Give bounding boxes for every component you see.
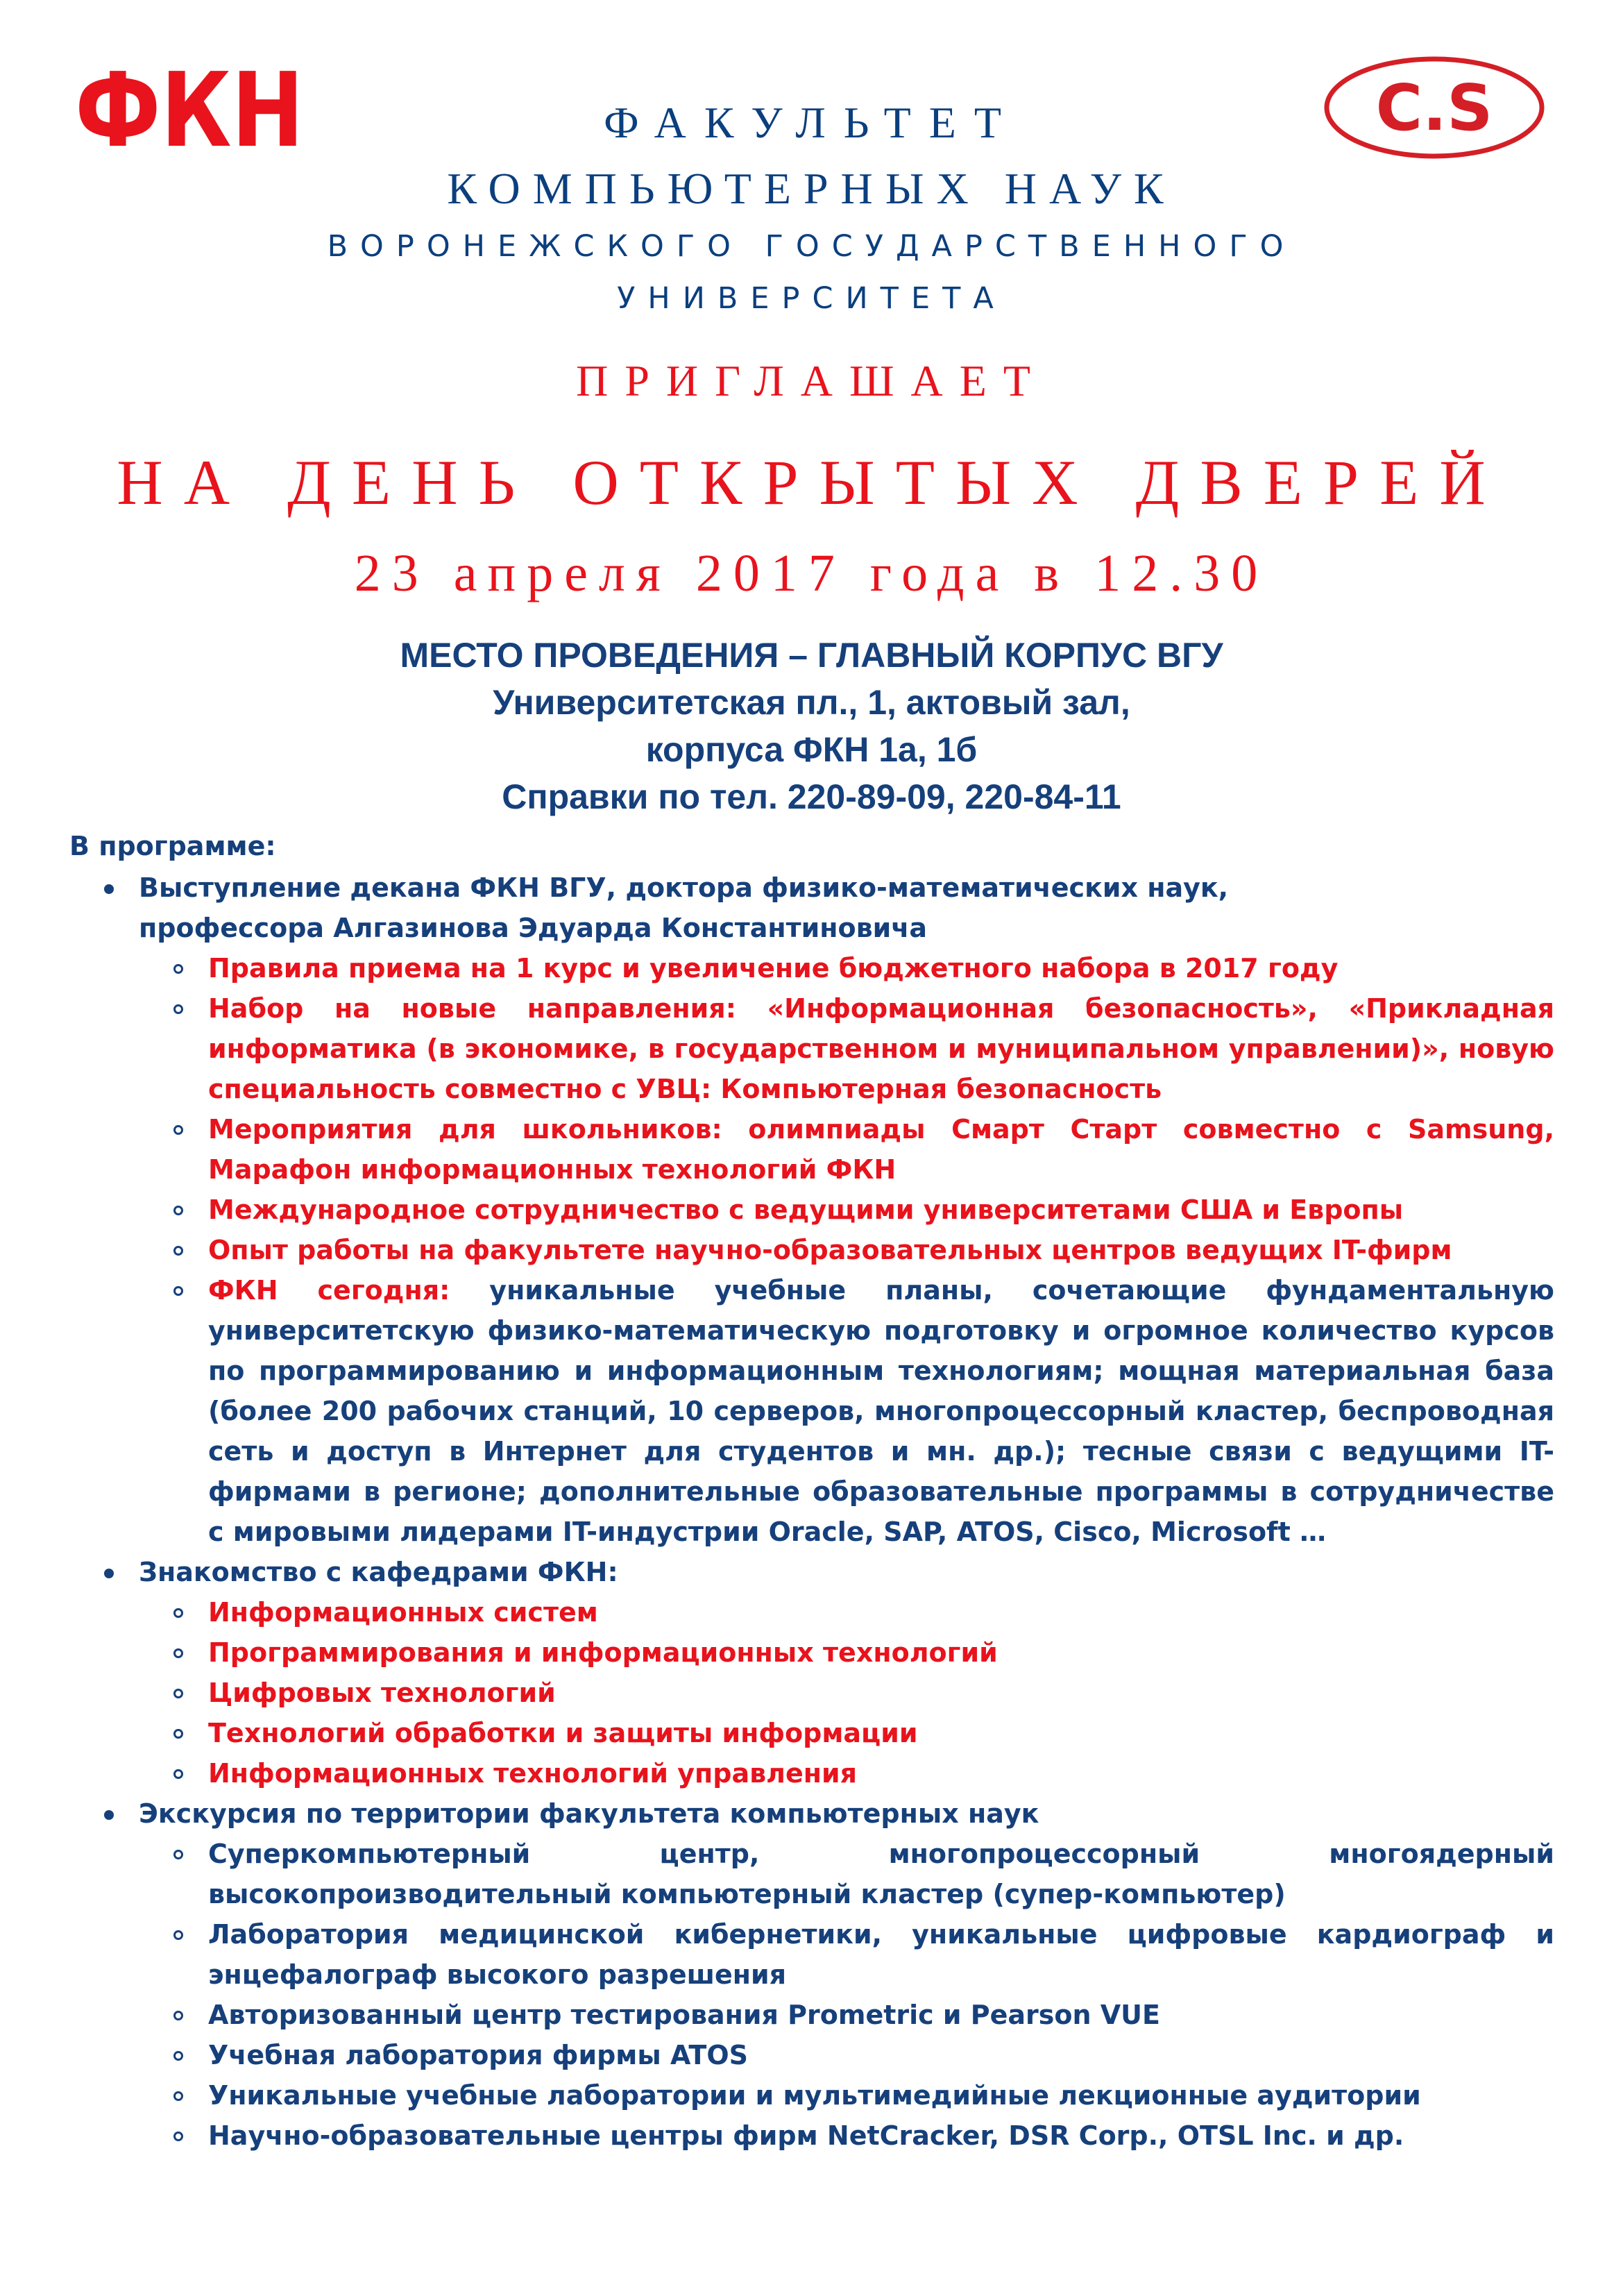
sub-item-highlight: Набор на новые направления: «Информационная безопасность», «Прикладная информатика (в экономике, в государственном и муниципальном управлении)», новую специальность совместно с УВЦ: Компьютерная безопасность [208,993,1554,1104]
program-item-text: Экскурсия по территории факультета компьютерных наук [139,1798,1039,1829]
program-item-text: Знакомство с кафедрами ФКН: [139,1557,618,1587]
sub-item-highlight: Правила приема на 1 курс и увеличение бюджетного набора в 2017 году [208,953,1339,984]
circle-bullet-icon [173,1729,183,1739]
venue-title: МЕСТО ПРОВЕДЕНИЯ – ГЛАВНЫЙ КОРПУС ВГУ [400,636,1223,675]
sub-item [69,1713,1554,1753]
circle-bullet-icon [173,1206,183,1215]
circle-bullet-icon [173,2132,183,2141]
university-heading: УНИВЕРСИТЕТА [617,281,1006,316]
sub-item [69,1834,1554,1914]
sub-item [69,1230,1554,1270]
cs-logo-text: C.S [1375,71,1493,145]
sub-item [69,1592,1554,1632]
sub-item [69,948,1554,988]
circle-bullet-icon [173,1850,183,1859]
program-item-continuation: профессора Алгазинова Эдуарда Константиновича [139,913,928,943]
sub-item [69,1190,1554,1230]
circle-bullet-icon [173,1246,183,1256]
program-section [69,826,1554,2156]
program-item-text: Выступление декана ФКН ВГУ, доктора физико-математических наук, [139,872,1229,903]
sub-item [69,1673,1554,1713]
circle-bullet-icon [173,1286,183,1296]
sub-item [69,2075,1554,2116]
program-item [69,1552,1554,1592]
sub-item-highlight: Опыт работы на факультете научно-образовательных центров ведущих IT-фирм [208,1235,1452,1265]
sub-item [69,2116,1554,2156]
sub-item-highlight: Программирования и информационных технологий [208,1637,998,1668]
sub-item-text: уникальные учебные планы, сочетающие фундаментальную университетскую физико-математическую подготовку и огромное количество курсов по программированию и информационным технологиям; мощная материальная база (более 200 рабочих станций, 10 серверов, многопроцессорный кластер, беспроводная сеть и доступ в Интернет для студентов и мн. др.); тесные связи с ведущими IT-фирмами в регионе; дополнительные образовательные программы в сотрудничестве с мировыми лидерами IT-индустрии Oracle, SAP, ATOS, Cisco, Microsoft … [208,1275,1554,1547]
sub-item [69,988,1554,1109]
bullet-icon [104,1810,114,1820]
computer-sciences-heading: КОМПЬЮТЕРНЫХ НАУК [447,164,1176,213]
sub-item-text: Учебная лаборатория фирмы ATOS [208,2040,748,2070]
circle-bullet-icon [173,2091,183,2101]
sub-item-highlight: Информационных систем [208,1597,598,1628]
sub-item [69,1270,1554,1552]
open-day-heading: НА ДЕНЬ ОТКРЫТЫХ ДВЕРЕЙ [117,447,1506,518]
circle-bullet-icon [173,1648,183,1658]
program-item [69,868,1554,948]
sub-item-text: Авторизованный центр тестирования Prometric и Pearson VUE [208,2000,1160,2030]
circle-bullet-icon [173,1689,183,1698]
sub-item-highlight: Технологий обработки и защиты информации [208,1718,918,1748]
sub-item-text: Суперкомпьютерный центр, многопроцессорный многоядерный высокопроизводительный компьютерный кластер (супер-компьютер) [208,1839,1554,1909]
circle-bullet-icon [173,2051,183,2061]
circle-bullet-icon [173,2011,183,2020]
program-title: В программе: [69,831,276,861]
circle-bullet-icon [173,1930,183,1940]
venue-address: Университетская пл., 1, актовый зал, [493,683,1130,722]
sub-item [69,1753,1554,1793]
venue-phones: Справки по тел. 220-89-09, 220-84-11 [502,777,1121,816]
fkn-logo-text: ФКН [75,51,304,170]
bullet-icon [104,1569,114,1578]
sub-item [69,1995,1554,2035]
bullet-icon [104,884,114,894]
invites-heading: ПРИГЛАШАЕТ [576,356,1047,405]
sub-item [69,1632,1554,1673]
sub-item-highlight: Информационных технологий управления [208,1758,858,1789]
circle-bullet-icon [173,964,183,974]
circle-bullet-icon [173,1608,183,1618]
sub-item-highlight: Мероприятия для школьников: олимпиады Смарт Старт совместно с Samsung, Марафон информационных технологий ФКН [208,1114,1554,1185]
sub-item [69,1914,1554,1995]
sub-item-text: Уникальные учебные лаборатории и мультимедийные лекционные аудитории [208,2080,1421,2111]
circle-bullet-icon [173,1125,183,1135]
venue-buildings: корпуса ФКН 1а, 1б [645,730,978,769]
sub-item-text: Лаборатория медицинской кибернетики, уникальные цифровые кардиограф и энцефалограф высокого разрешения [208,1919,1554,1990]
sub-item-highlight: Цифровых технологий [208,1678,556,1708]
sub-item [69,2035,1554,2075]
sub-item-highlight: Международное сотрудничество с ведущими университетами США и Европы [208,1195,1404,1225]
program-item [69,1793,1554,1834]
event-date: 23 апреля 2017 года в 12.30 [354,544,1269,602]
circle-bullet-icon [173,1004,183,1014]
faculty-heading: ФАКУЛЬТЕТ [604,98,1019,147]
sub-item-text: Научно-образовательные центры фирм NetCracker, DSR Corp., OTSL Inc. и др. [208,2120,1404,2151]
sub-item-highlight: ФКН сегодня: [208,1275,450,1306]
sub-item [69,1109,1554,1190]
vsu-heading: ВОРОНЕЖСКОГО ГОСУДАРСТВЕННОГО [327,229,1296,264]
circle-bullet-icon [173,1769,183,1779]
